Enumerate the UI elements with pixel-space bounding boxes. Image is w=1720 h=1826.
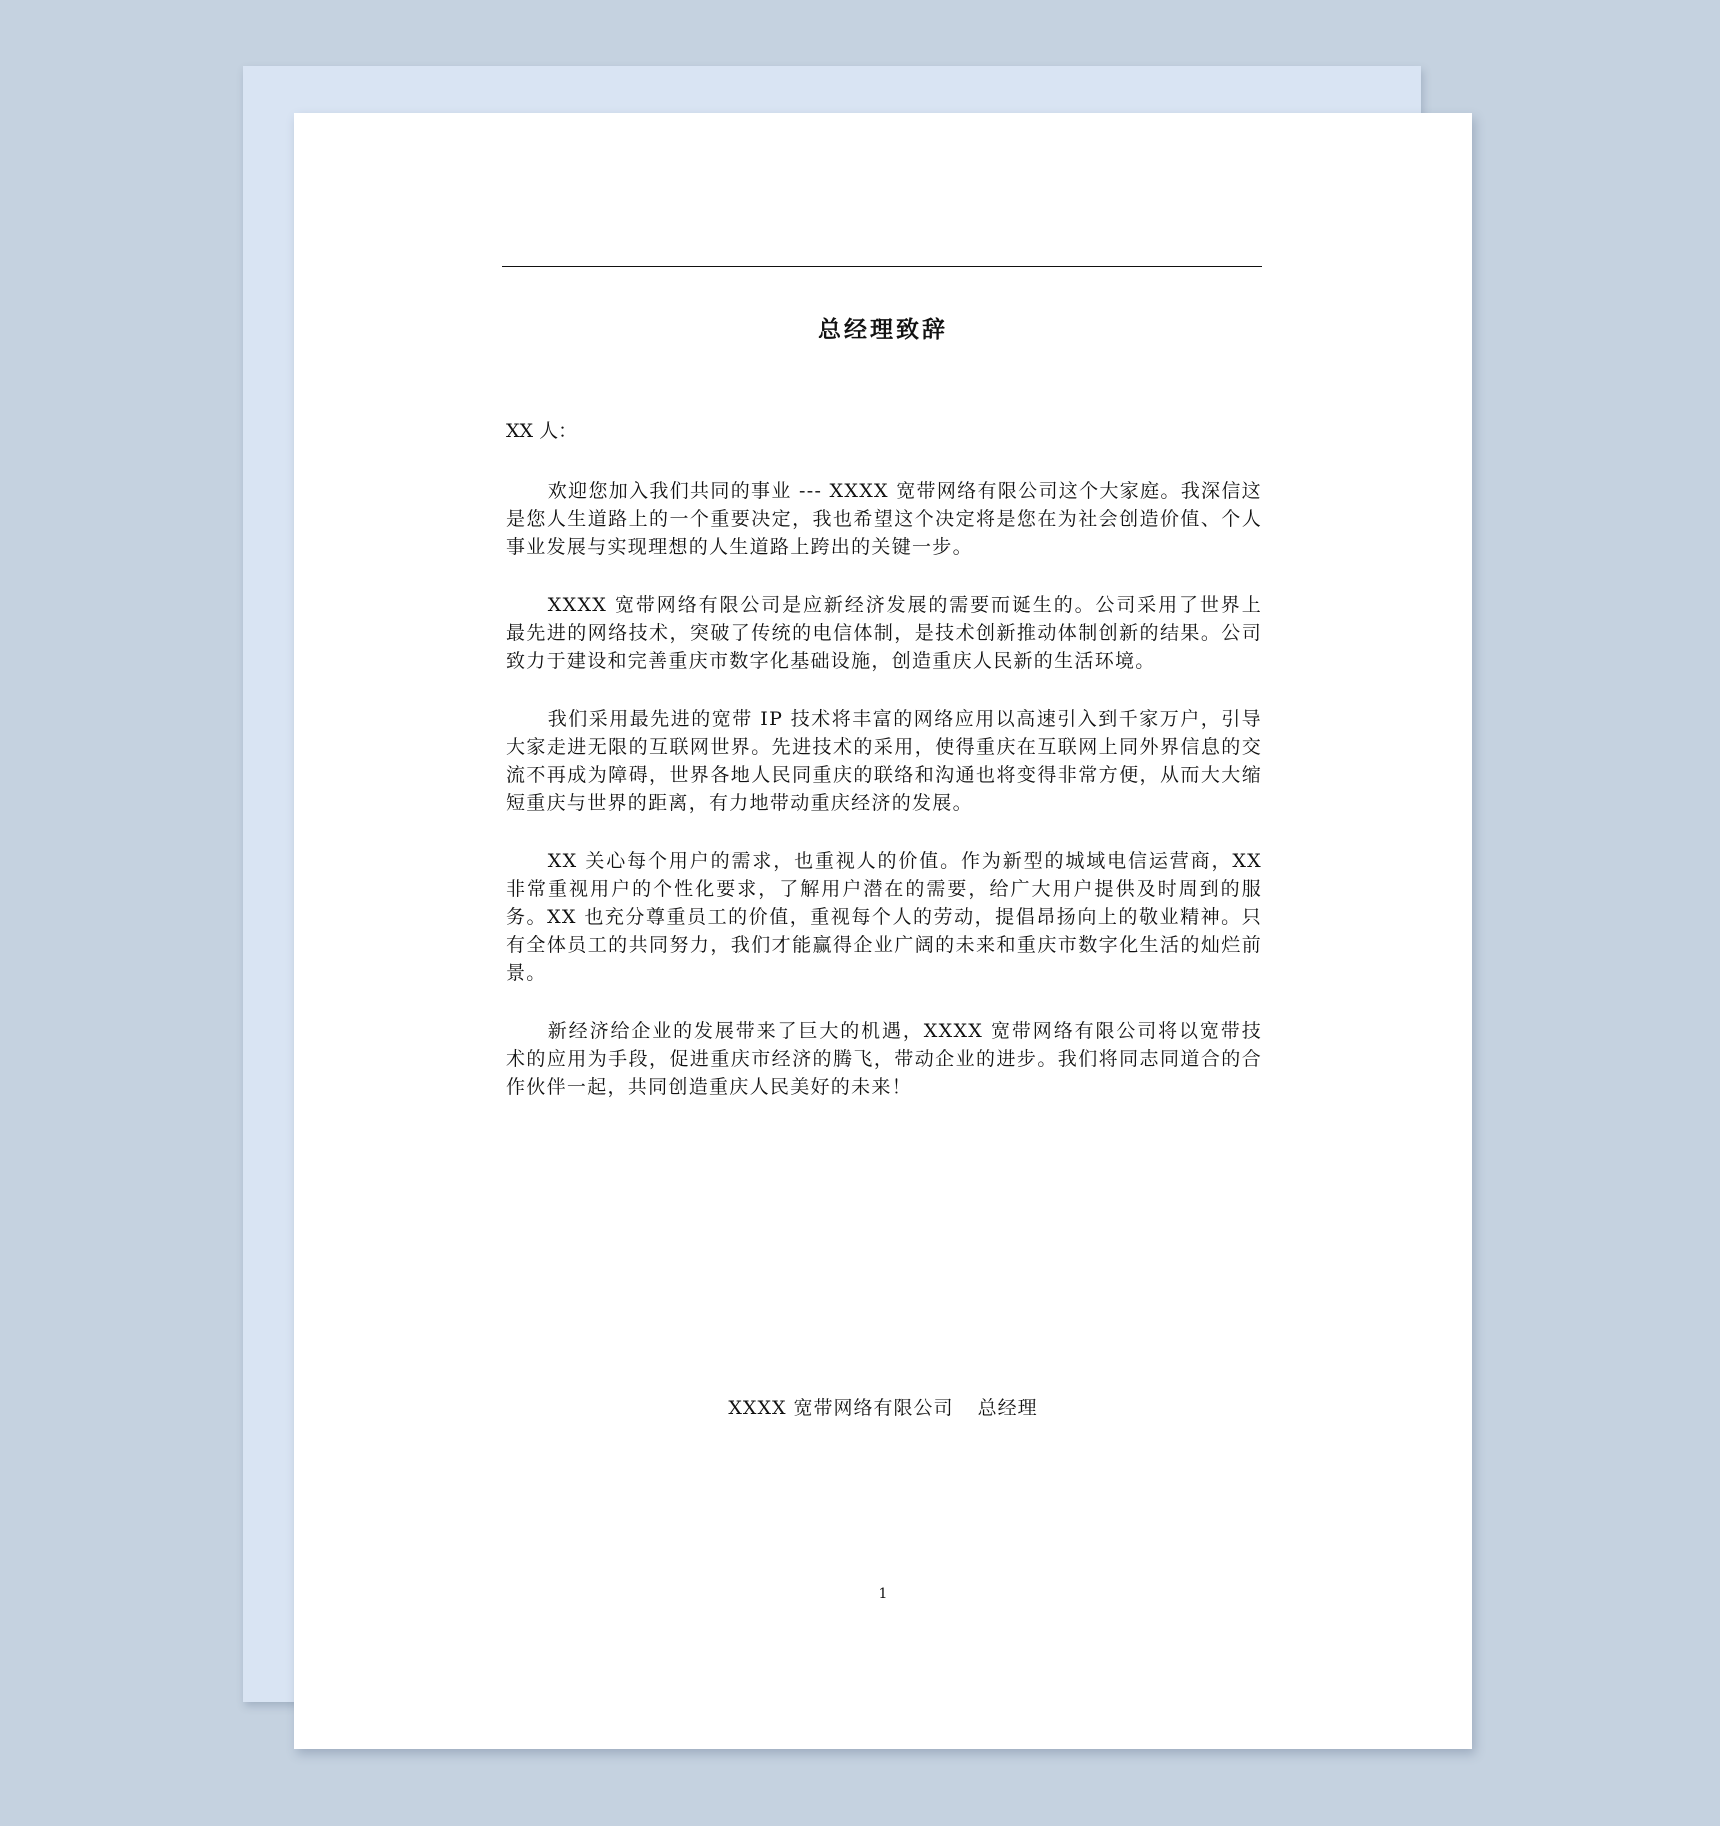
page-number: 1 — [878, 1586, 888, 1602]
signature-line — [294, 1393, 1472, 1420]
signature-company: XXXX 宽带网络有限公司 — [728, 1397, 954, 1419]
header-rule — [502, 266, 1262, 267]
paragraph-5: 新经济给企业的发展带来了巨大的机遇，XXXX 宽带网络有限公司将以宽带技术的应用为手段，促进重庆市经济的腾飞，带动企业的进步。我们将同志同道合的合作伙伴一起，共同创造重庆人民美好的未来！ — [506, 1020, 1262, 1098]
paragraph-1: 欢迎您加入我们共同的事业 --- XXXX 宽带网络有限公司这个大家庭。我深信这是您人生道路上的一个重要决定，我也希望这个决定将是您在为社会创造价值、个人事业发展与实现理想的人生道路上跨出的关键一步。 — [506, 480, 1262, 558]
document-title: 总经理致辞 — [818, 316, 948, 343]
paragraph-4: XX 关心每个用户的需求，也重视人的价值。作为新型的城域电信运营商，XX 非常重视用户的个性化要求，了解用户潜在的需要，给广大用户提供及时周到的服务。XX 也充分尊重员工的价值，重视每个人的劳动，提倡昂扬向上的敬业精神。只有全体员工的共同努力，我们才能赢得企业广阔的未来和重庆市数字化生活的灿烂前景。 — [506, 850, 1262, 984]
salutation: XX 人： — [506, 420, 578, 442]
paragraph-2: XXXX 宽带网络有限公司是应新经济发展的需要而诞生的。公司采用了世界上最先进的网络技术，突破了传统的电信体制，是技术创新推动体制创新的结果。公司致力于建设和完善重庆市数字化基础设施，创造重庆人民新的生活环境。 — [506, 594, 1262, 672]
letter-body — [506, 477, 1262, 1131]
front-page-sheet — [294, 113, 1472, 1749]
signature-role: 总经理 — [977, 1397, 1038, 1419]
paragraph-3: 我们采用最先进的宽带 IP 技术将丰富的网络应用以高速引入到千家万户，引导大家走进无限的互联网世界。先进技术的采用，使得重庆在互联网上同外界信息的交流不再成为障碍，世界各地人民同重庆的联络和沟通也将变得非常方便，从而大大缩短重庆与世界的距离，有力地带动重庆经济的发展。 — [506, 708, 1262, 814]
